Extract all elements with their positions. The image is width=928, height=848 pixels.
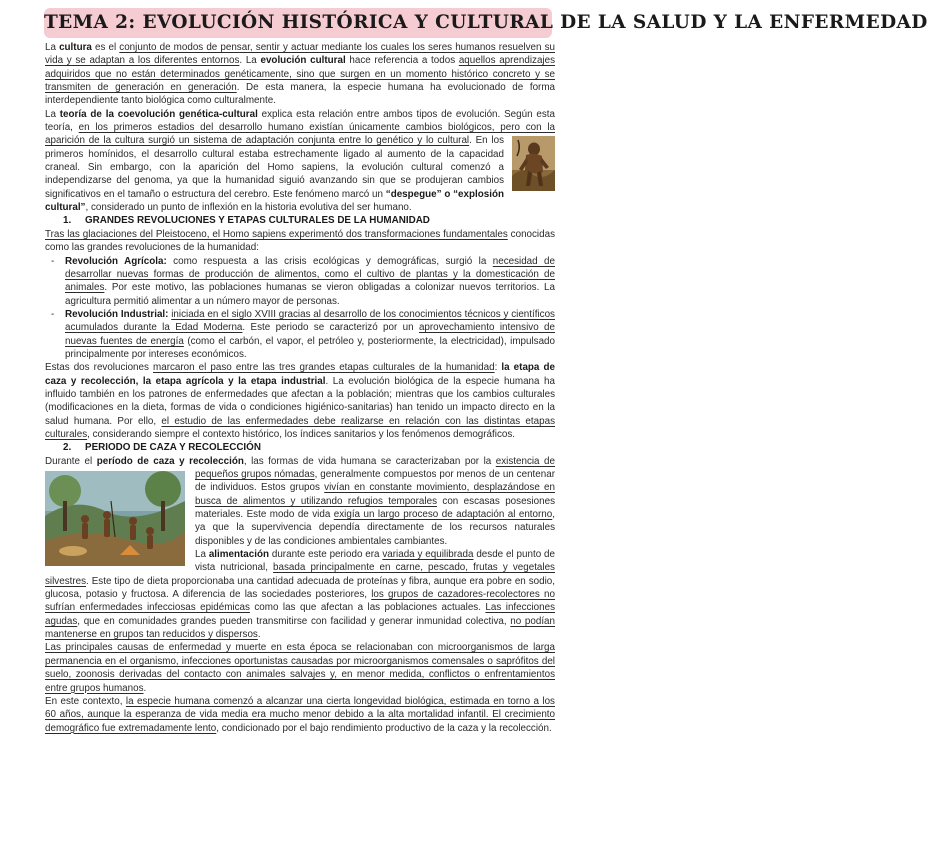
page-title: TEMA 2: EVOLUCIÓN HISTÓRICA Y CULTURAL DE LA SALUD Y LA ENFERMEDAD: [44, 12, 928, 33]
paragraph-causas-enfermedad: [45, 641, 555, 694]
text: .: [257, 629, 261, 641]
underlined-text: los grupos de cazadores-recolectores no sufrían enfermedades infecciosas epidémicas: [45, 589, 555, 614]
underlined-text: basada principalmente en carne, pescado, frutas y vegetales silvestres: [45, 562, 555, 587]
section-heading-2: [45, 441, 555, 454]
text: como las que afectan a las poblaciones actuales.: [249, 602, 486, 614]
text: , ya que la supervivencia dependía directamente de los recursos naturales disponibles y de las condiciones ambientales cambiantes.: [195, 509, 555, 547]
text: , generalmente compuestos por menos de un centenar de individuos. Estos grupos: [195, 469, 555, 494]
section-number: 2.: [63, 442, 72, 454]
text: explica esta relación entre ambos tipos de evolución. Según esta teoría,: [45, 108, 555, 134]
text: desde el punto de vista nutricional,: [195, 549, 555, 574]
paragraph-coevolucion: [45, 108, 555, 215]
bold-term: alimentación: [208, 549, 269, 561]
text: :: [494, 362, 502, 374]
underlined-text: la especie humana comenzó a alcanzar una cierta longevidad biológica, estimada en torno a los 60 años, aunque la esperanza de vida media era mucho menor debido a la alta mortalidad infantil. El crecimiento demográfico fue extremadamente lento: [45, 695, 555, 734]
text: como respuesta a las crisis ecológicas y demográficas, surgió la: [166, 255, 493, 267]
bold-term: cultura: [59, 42, 92, 53]
underlined-text: marcaron el paso entre las tres grandes etapas culturales de la humanidad: [153, 362, 495, 374]
text: , considerando siempre el contexto histórico, los índices sanitarios y los fenómenos demográficos.: [87, 428, 516, 440]
text: , que en comunidades grandes pueden transmitirse con facilidad y generar inmunidad colectiva,: [77, 615, 511, 627]
text: . Este periodo se caracterizó por un: [242, 322, 419, 334]
underlined-text: conjunto de modos de pensar, sentir y actuar mediante los cuales los seres humanos resuelven su vida y se adaptan a los diferentes entornos: [45, 42, 555, 67]
paragraph-revoluciones: [45, 228, 555, 255]
title-banner: [44, 8, 928, 38]
text: es el: [91, 42, 120, 53]
section-title: PERIODO DE CAZA Y RECOLECCIÓN: [85, 442, 261, 454]
text: . En los primeros homínidos, el desarrollo cultural estaba estrechamente ligado al aumento de la capacidad craneal. Sin embargo, con la aparición del Homo sapiens, la evolución cultural comenzó a independizarse del genoma, ya que la humanidad siguió avanzando sin que se produjeran cambios significativos en el tamaño o estructura del cerebro. Este fenómeno marcó un: [45, 135, 504, 200]
list-item: [45, 308, 555, 361]
paragraph-cultura: [45, 41, 555, 108]
text: conocidas como las grandes revoluciones de la humanidad:: [45, 228, 555, 254]
section-title: GRANDES REVOLUCIONES Y ETAPAS CULTURALES DE LA HUMANIDAD: [85, 215, 430, 227]
text: . La evolución biológica de la especie humana ha influido también en los patrones de enfermedades que afectan a la población; mientras que los cambios culturales (modificaciones en la dieta, formas de vida o condiciones higiénico-sanitarias) han tenido un impacto directo en la salud humana. Por ello,: [45, 375, 555, 427]
text: Estas dos revoluciones: [45, 362, 154, 374]
underlined-text: aquellos aprendizajes adquiridos que no están determinados genéticamente, sino que surgen en un momento histórico concreto y se transmiten de generación en generación: [45, 55, 556, 94]
text: (como el carbón, el vapor, el petróleo y, posteriormente, la electricidad), impulsado principalmente por intereses económicos.: [65, 335, 555, 360]
bold-term: “despegue” o “explosión cultural”: [45, 188, 504, 214]
text: La: [45, 42, 60, 53]
underlined-text: existencia de pequeños grupos nómadas: [195, 455, 555, 480]
bold-term: la etapa de caza y recolección, la etapa agrícola y la etapa industrial: [45, 362, 555, 387]
bold-term: Revolución Industrial:: [65, 308, 169, 320]
text: . Por este motivo, las poblaciones humanas se vieron obligadas a colonizar nuevos territorios. La agricultura permitió alimentar a un número mayor de personas.: [65, 282, 555, 307]
text: . De esta manera, la especie humana ha evolucionado de forma interdependiente tanto biológica como culturalmente.: [45, 82, 555, 107]
text: . Este tipo de dieta proporcionaba una cantidad adecuada de proteínas y fibra, aunque era pobre en sodio, glucosa, potasio y fructosa. A diferencia de las sociedades posteriores,: [45, 575, 555, 601]
underlined-text: no podían mantenerse en grupos tan reducidos y dispersos: [45, 615, 556, 641]
underlined-text: iniciada en el siglo XVIII gracias al desarrollo de los conocimientos técnicos y científicos acumulados durante la Edad Moderna: [65, 308, 555, 334]
underlined-text: vivían en constante movimiento, desplazándose en busca de alimentos y utilizando refugios temporales: [195, 482, 555, 507]
text: La: [45, 108, 60, 120]
text: , condicionado por el bajo rendimiento productivo de la caza y la recolección.: [216, 722, 552, 734]
text: , considerado un punto de inflexión en la historia evolutiva del ser humano.: [85, 202, 412, 214]
underlined-text: Las principales causas de enfermedad y muerte en esta época se relacionaban con microorganismos de larga permanencia en el organismo, infecciones oportunistas causadas por microorganismos comensales o saprófitos del suelo, zoonosis derivadas del contacto con animales salvajes y, en menor medida, conflictos o enfrentamientos entre grupos humanos: [45, 642, 555, 694]
early-hominid-illustration: [512, 136, 555, 191]
bold-term: teoría de la coevolución genética-cultural: [59, 108, 258, 120]
underlined-text: necesidad de desarrollar nuevas formas de producción de alimentos, como el cultivo de plantas y la domesticación de animales: [65, 255, 555, 294]
list-item: [45, 255, 555, 308]
text: hace referencia a todos: [345, 55, 459, 67]
bold-term: período de caza y recolección: [96, 455, 244, 467]
underlined-text: exigía un largo proceso de adaptación al entorno: [333, 509, 553, 521]
text: con escasas posesiones materiales. Este modo de vida: [195, 495, 555, 521]
paragraph-caza-recoleccion: [45, 455, 555, 548]
text: En este contexto,: [45, 695, 126, 707]
revolutions-list: [45, 255, 555, 362]
paragraph-longevidad: [45, 695, 555, 735]
text: La: [195, 549, 209, 561]
bold-term: Revolución Agrícola:: [65, 255, 167, 267]
document-body: [45, 41, 555, 735]
text: .: [143, 682, 147, 694]
underlined-text: el estudio de las enfermedades debe realizarse en relación con las distintas etapas culturales: [45, 415, 555, 440]
underlined-text: Las infecciones agudas: [45, 602, 556, 627]
section-heading-1: [45, 214, 555, 227]
paragraph-etapas: [45, 361, 555, 441]
underlined-text: aprovechamiento intensivo de nuevas fuentes de energía: [65, 322, 555, 347]
underlined-text: Tras las glaciaciones del Pleistoceno, el Homo sapiens experimentó dos transformaciones fundamentales: [45, 228, 508, 240]
underlined-text: variada y equilibrada: [382, 549, 474, 561]
underlined-text: en los primeros estadios del desarrollo humano existían únicamente cambios biológicos, pero con la aparición de la cultura surgió un sistema de adaptación conjunta entre lo genético y lo cultural: [45, 122, 555, 147]
text: Durante el: [45, 455, 97, 467]
section-number: 1.: [63, 215, 72, 227]
hunter-gatherers-illustration: [45, 471, 185, 566]
text: , las formas de vida humana se caracterizaban por la: [243, 455, 496, 467]
text: . La: [239, 55, 261, 67]
bold-term: evolución cultural: [260, 55, 346, 67]
text: durante este periodo era: [269, 549, 383, 561]
